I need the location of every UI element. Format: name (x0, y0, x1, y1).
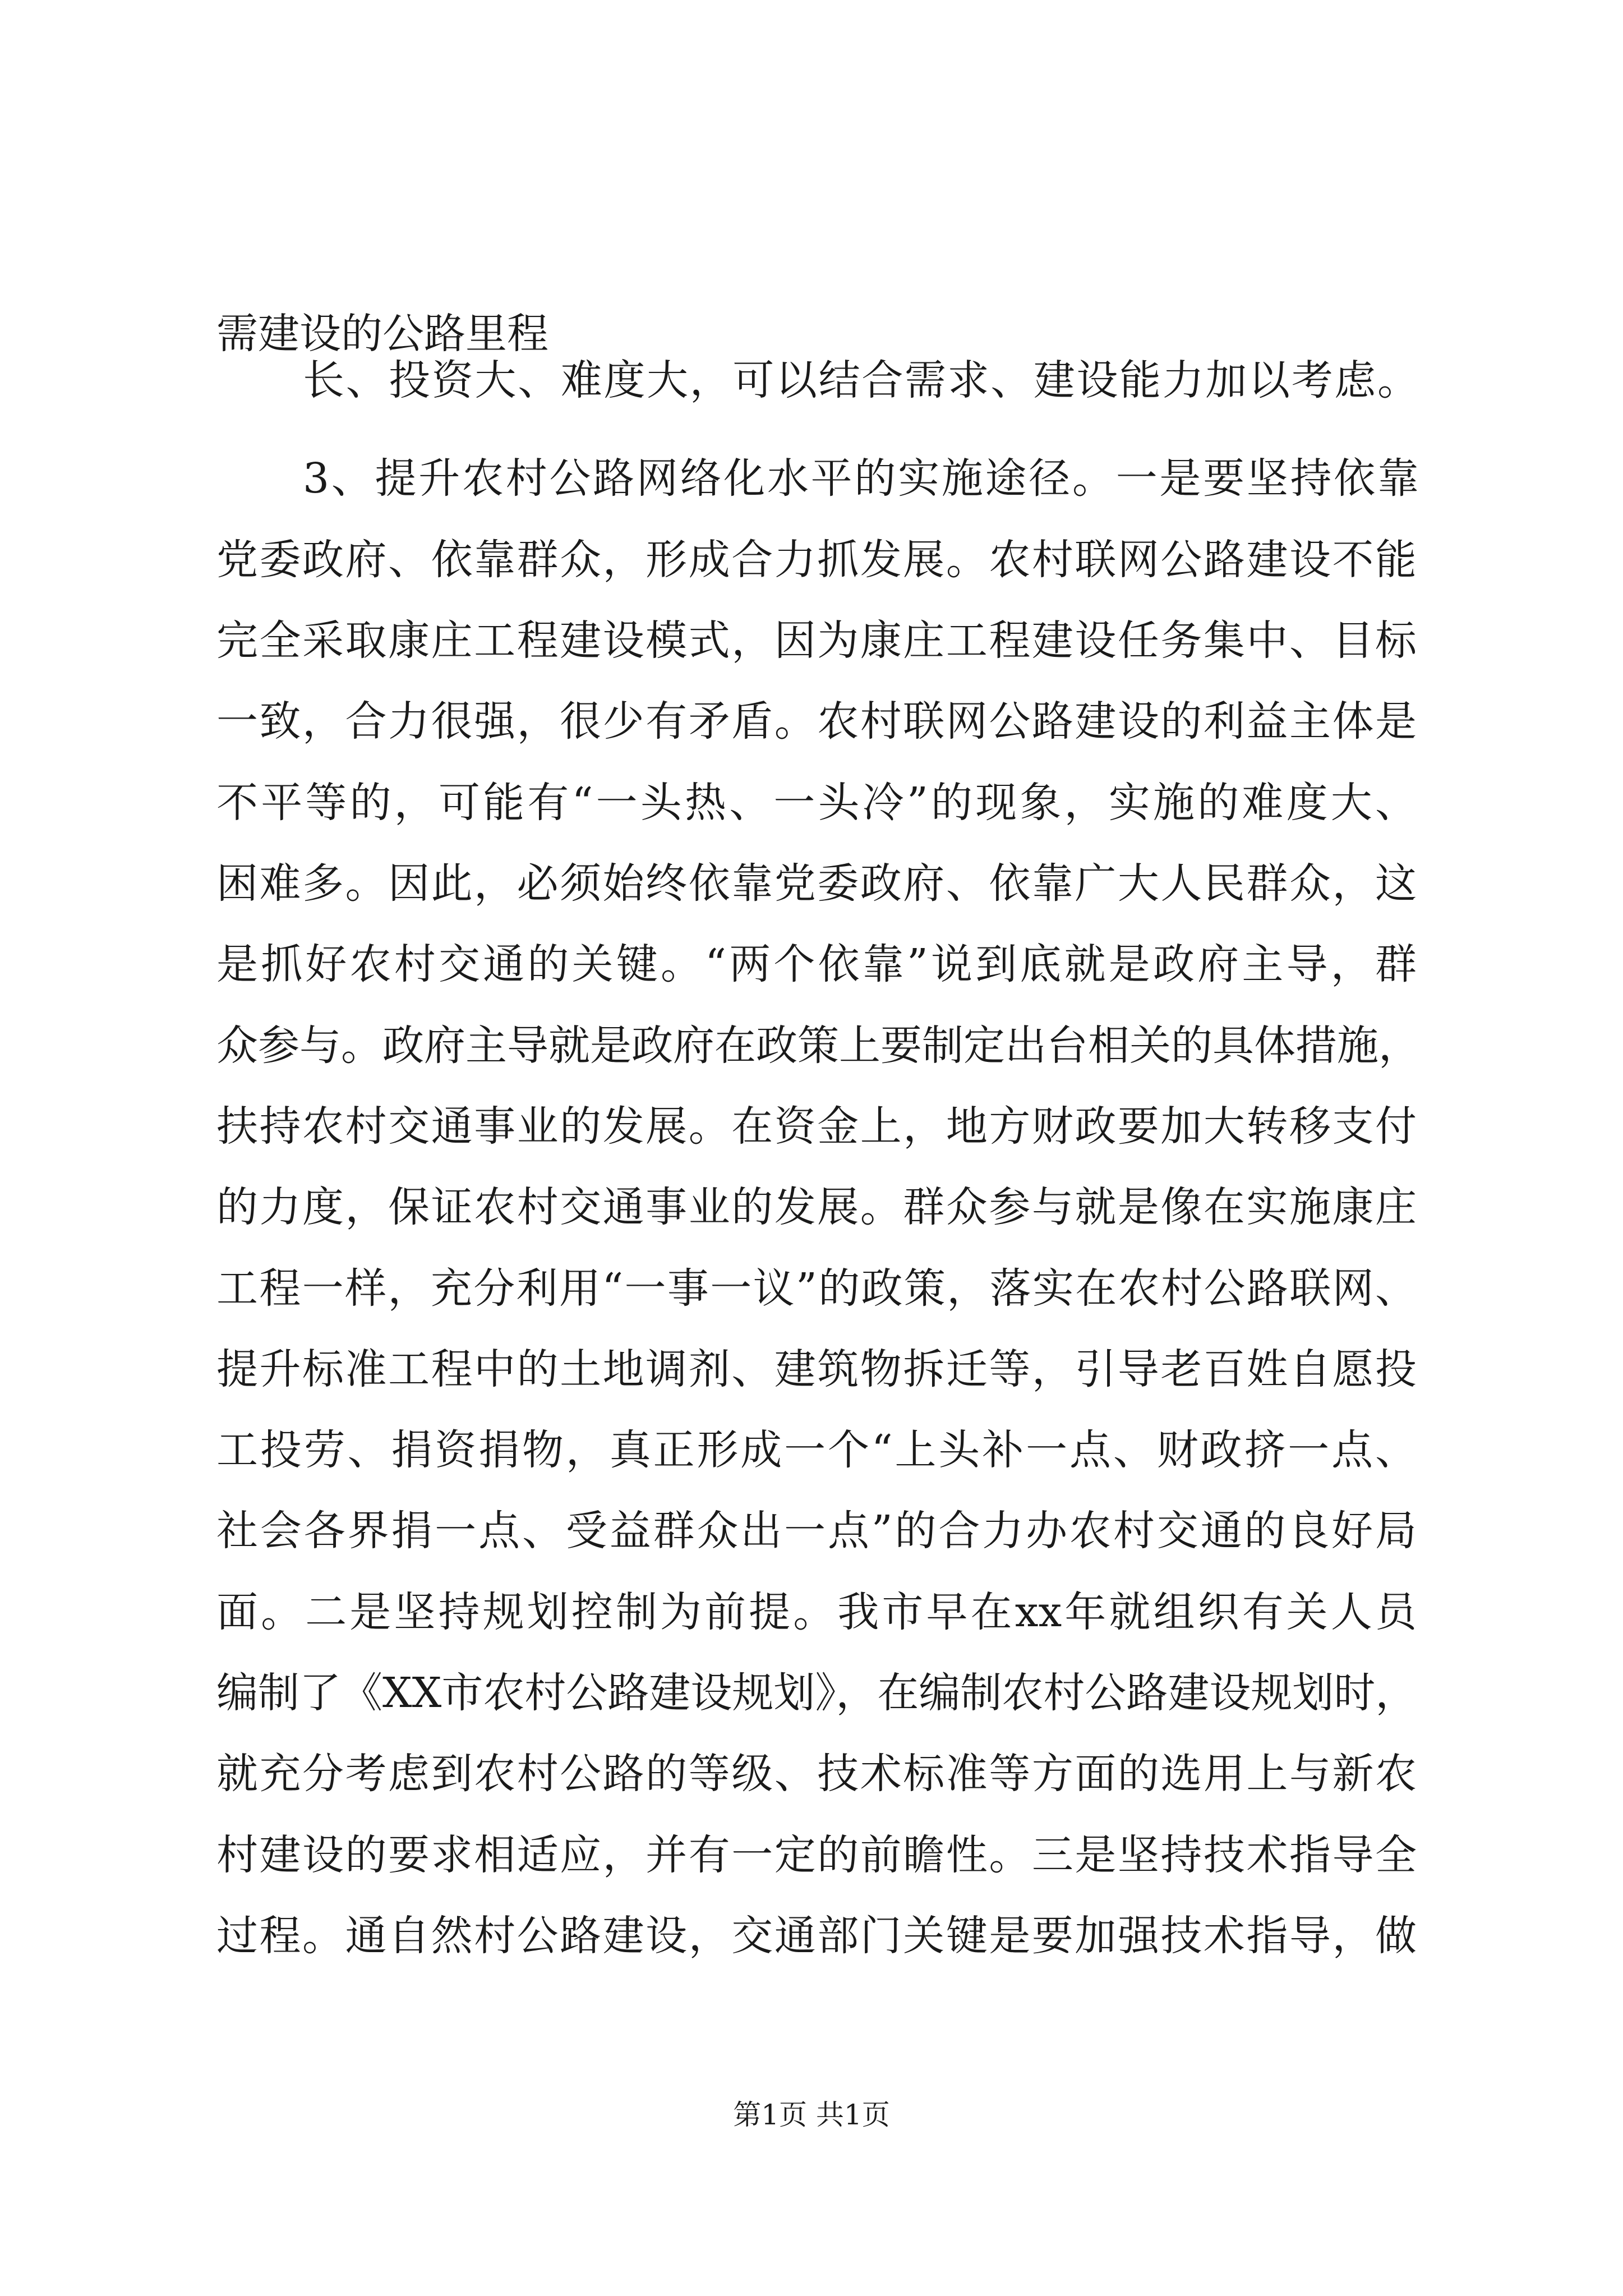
text-line: 需建设的公路里程 (216, 310, 548, 358)
text-line: 一致，合力很强，很少有矛盾。农村联网公路建设的利益主体是 (216, 697, 1417, 746)
text-line: 完全采取康庄工程建设模式，因为康庄工程建设任务集中、目标 (216, 616, 1417, 665)
text-line: 村建设的要求相适应，并有一定的前瞻性。三是坚持技术指导全 (216, 1831, 1417, 1879)
text-line: 是抓好农村交通的关键。“两个依靠”说到底就是政府主导，群 (216, 940, 1417, 988)
text-line: 工投劳、捐资捐物，真正形成一个“上头补一点、财政挤一点、 (216, 1426, 1417, 1474)
page-number-footer: 第1页 共1页 (733, 2099, 890, 2131)
text-line: 3、提升农村公路网络化水平的实施途径。一是要坚持依靠 (303, 454, 1419, 503)
text-line: 党委政府、依靠群众，形成合力抓发展。农村联网公路建设不能 (216, 536, 1417, 584)
text-line: 长、投资大、难度大，可以结合需求、建设能力加以考虑。 (303, 356, 1419, 404)
text-line: 编制了《XX市农村公路建设规划》，在编制农村公路建设规划时， (216, 1669, 1417, 1717)
text-line: 过程。通自然村公路建设，交通部门关键是要加强技术指导，做 (216, 1912, 1417, 1960)
text-line: 社会各界捐一点、受益群众出一点”的合力办农村交通的良好局 (216, 1507, 1417, 1555)
text-line: 困难多。因此，必须始终依靠党委政府、依靠广大人民群众，这 (216, 859, 1417, 908)
text-line: 提升标准工程中的土地调剂、建筑物拆迁等，引导老百姓自愿投 (216, 1345, 1417, 1393)
text-line: 扶持农村交通事业的发展。在资金上，地方财政要加大转移支付 (216, 1102, 1417, 1151)
text-line: 就充分考虑到农村公路的等级、技术标准等方面的选用上与新农 (216, 1750, 1417, 1798)
text-line: 不平等的，可能有“一头热、一头冷”的现象，实施的难度大、 (216, 779, 1417, 827)
text-line: 工程一样，充分利用“一事一议”的政策，落实在农村公路联网、 (216, 1264, 1417, 1313)
text-line: 众参与。政府主导就是政府在政策上要制定出台相关的具体措施， (216, 1022, 1420, 1070)
text-line: 的力度，保证农村交通事业的发展。群众参与就是像在实施康庄 (216, 1183, 1417, 1231)
text-line: 面。二是坚持规划控制为前提。我市早在xx年就组织有关人员 (216, 1588, 1417, 1636)
